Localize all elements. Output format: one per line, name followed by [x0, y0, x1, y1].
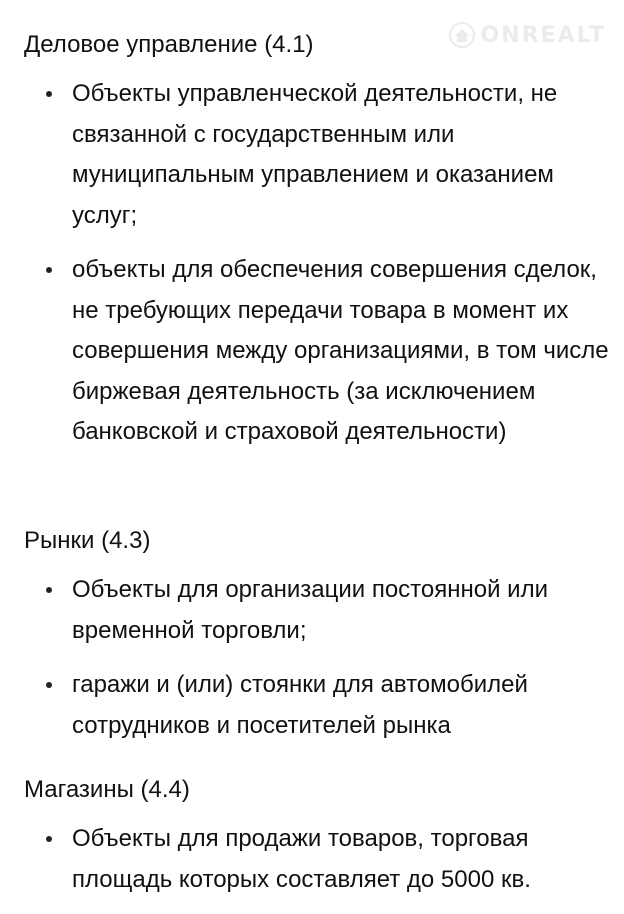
list-item: Объекты для организации постоянной или временной торговли; — [24, 570, 614, 651]
watermark-text: ONREALT — [480, 22, 606, 48]
section-markets — [24, 524, 614, 760]
section-heading: Магазины (4.4) — [24, 776, 190, 803]
bullet-list — [24, 819, 614, 900]
section-heading: Рынки (4.3) — [24, 527, 151, 554]
section-shops — [24, 773, 614, 914]
section-business-management — [24, 28, 614, 467]
list-item: Объекты управленческой деятельности, не связанной с государственным или муниципальным управлением и оказанием услуг; — [24, 74, 614, 236]
list-item: Объекты для продажи товаров, торговая площадь которых составляет до 5000 кв. — [24, 819, 614, 900]
list-item: объекты для обеспечения совершения сделок, не требующих передачи товара в момент их совершения между организациями, в том числе биржевая деятельность (за исключением банковской и страховой деятельности) — [24, 250, 614, 453]
section-heading: Деловое управление (4.1) — [24, 31, 314, 58]
bullet-list — [24, 74, 614, 453]
list-item: гаражи и (или) стоянки для автомобилей сотрудников и посетителей рынка — [24, 665, 614, 746]
bullet-list — [24, 570, 614, 746]
